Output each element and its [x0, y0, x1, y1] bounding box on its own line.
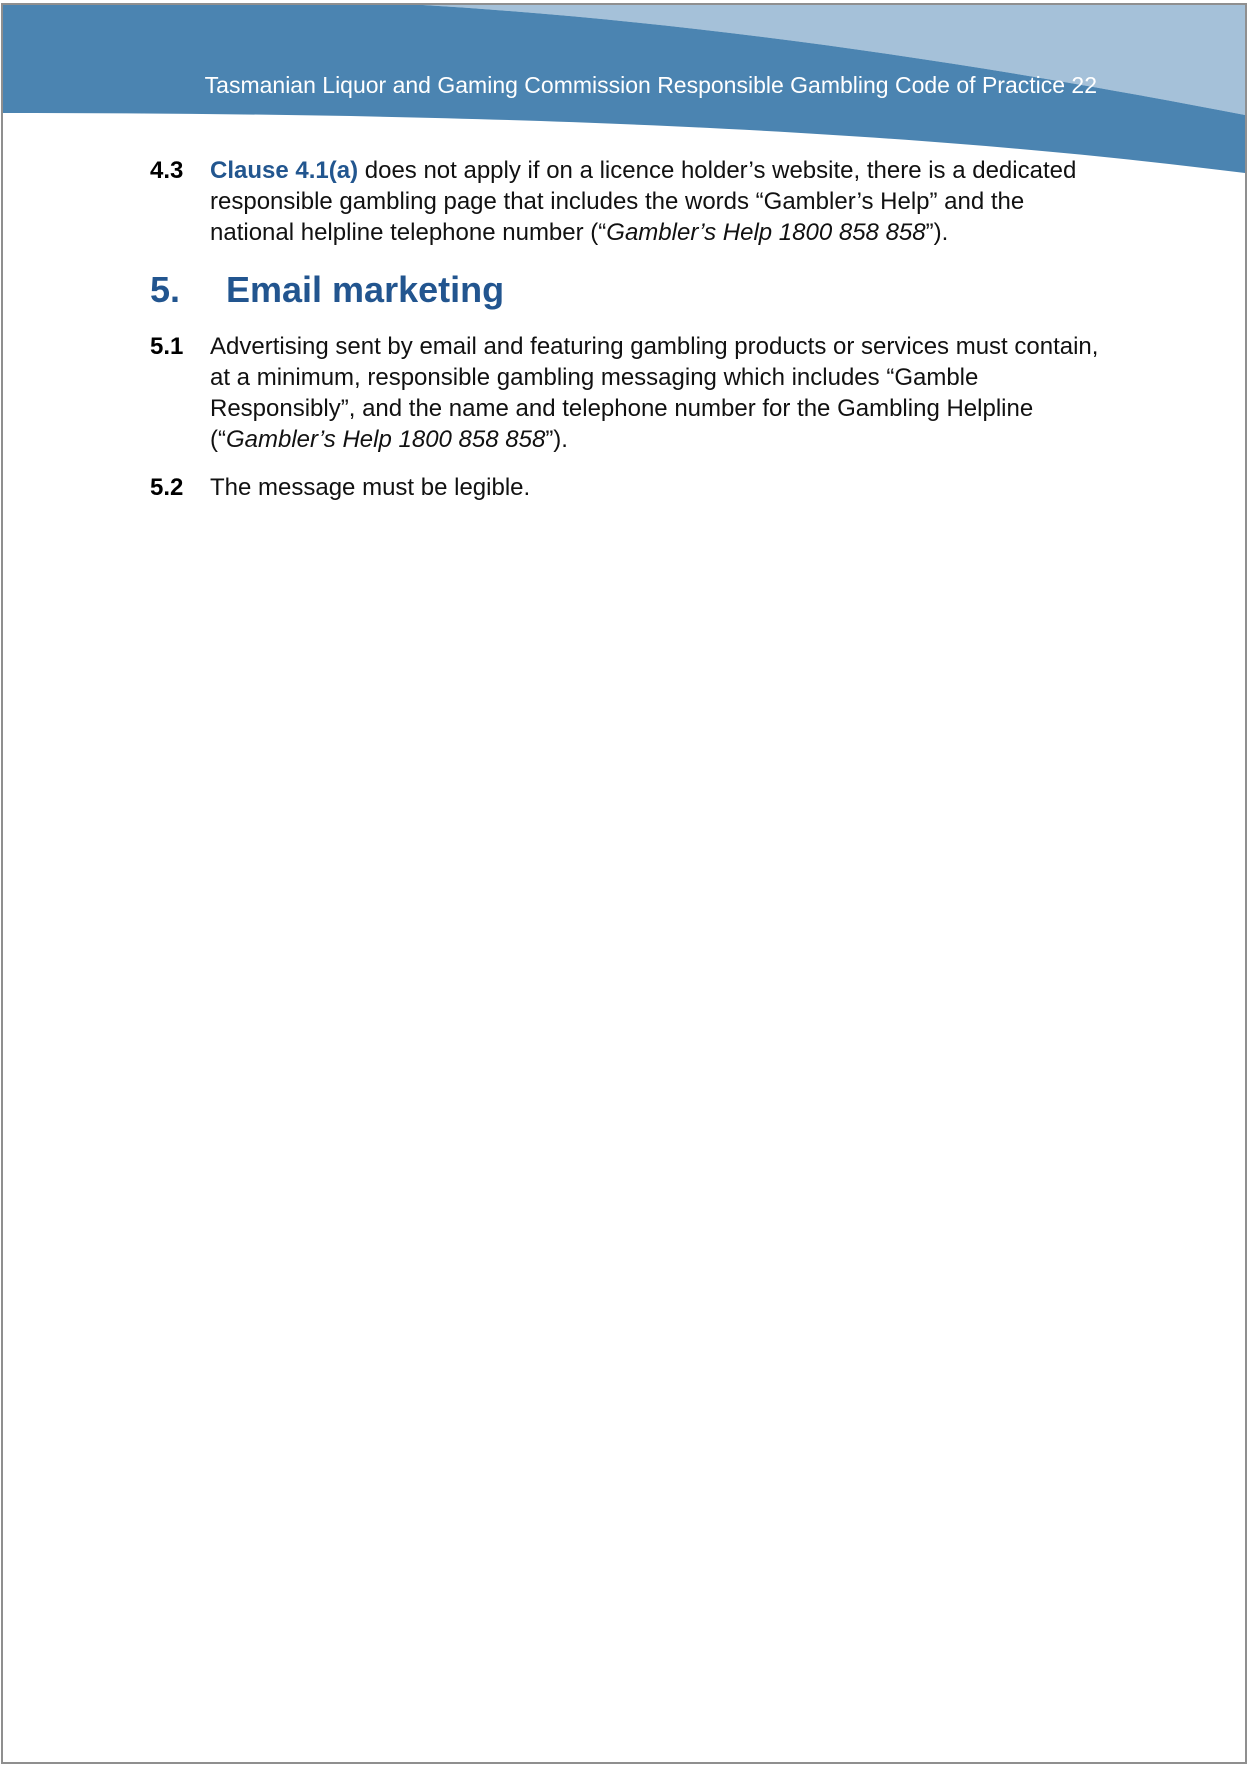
- clause-5-1: [150, 331, 1100, 455]
- clause-text-end: ”).: [545, 426, 568, 453]
- section-number: 5.: [150, 269, 181, 310]
- section-title: Email marketing: [226, 269, 505, 310]
- section-heading-email-marketing: [150, 269, 1100, 311]
- clause-5-2: [150, 472, 1100, 503]
- document-content: [150, 155, 1100, 503]
- clause-4-3: [150, 155, 1100, 248]
- clause-text: The message must be legible.: [210, 474, 531, 501]
- helpline-italic-text: Gambler’s Help 1800 858 858: [225, 426, 546, 453]
- clause-text-segment: Advertising sent by email and featuring gambling products or services must contain, at a minimum, responsible gambling messaging which includes “Gamble Responsibly”, and the name and telephone number for the Gambling Helpline: [210, 333, 1099, 422]
- clause-text-segment: does not apply if on a licence holder’s website, there is a dedicated responsible gambling page that includes the words “Gambler’s Help” and the national helpline telephone number (“: [210, 157, 1077, 246]
- header-title: Tasmanian Liquor and Gaming Commission Responsible Gambling Code of Practice 22: [204, 72, 1097, 98]
- clause-number: 4.3: [150, 157, 184, 184]
- clause-number: 5.1: [150, 333, 184, 360]
- clause-reference-link[interactable]: Clause 4.1(a): [210, 157, 359, 184]
- clause-text: [210, 155, 1100, 248]
- clause-number: 5.2: [150, 474, 184, 501]
- helpline-italic-text: Gambler’s Help 1800 858 858: [606, 219, 926, 246]
- clause-open-paren: (“: [210, 426, 226, 453]
- clause-text-end: ”).: [925, 219, 949, 246]
- document-page: [1, 3, 1247, 1764]
- clause-text: [210, 331, 1100, 455]
